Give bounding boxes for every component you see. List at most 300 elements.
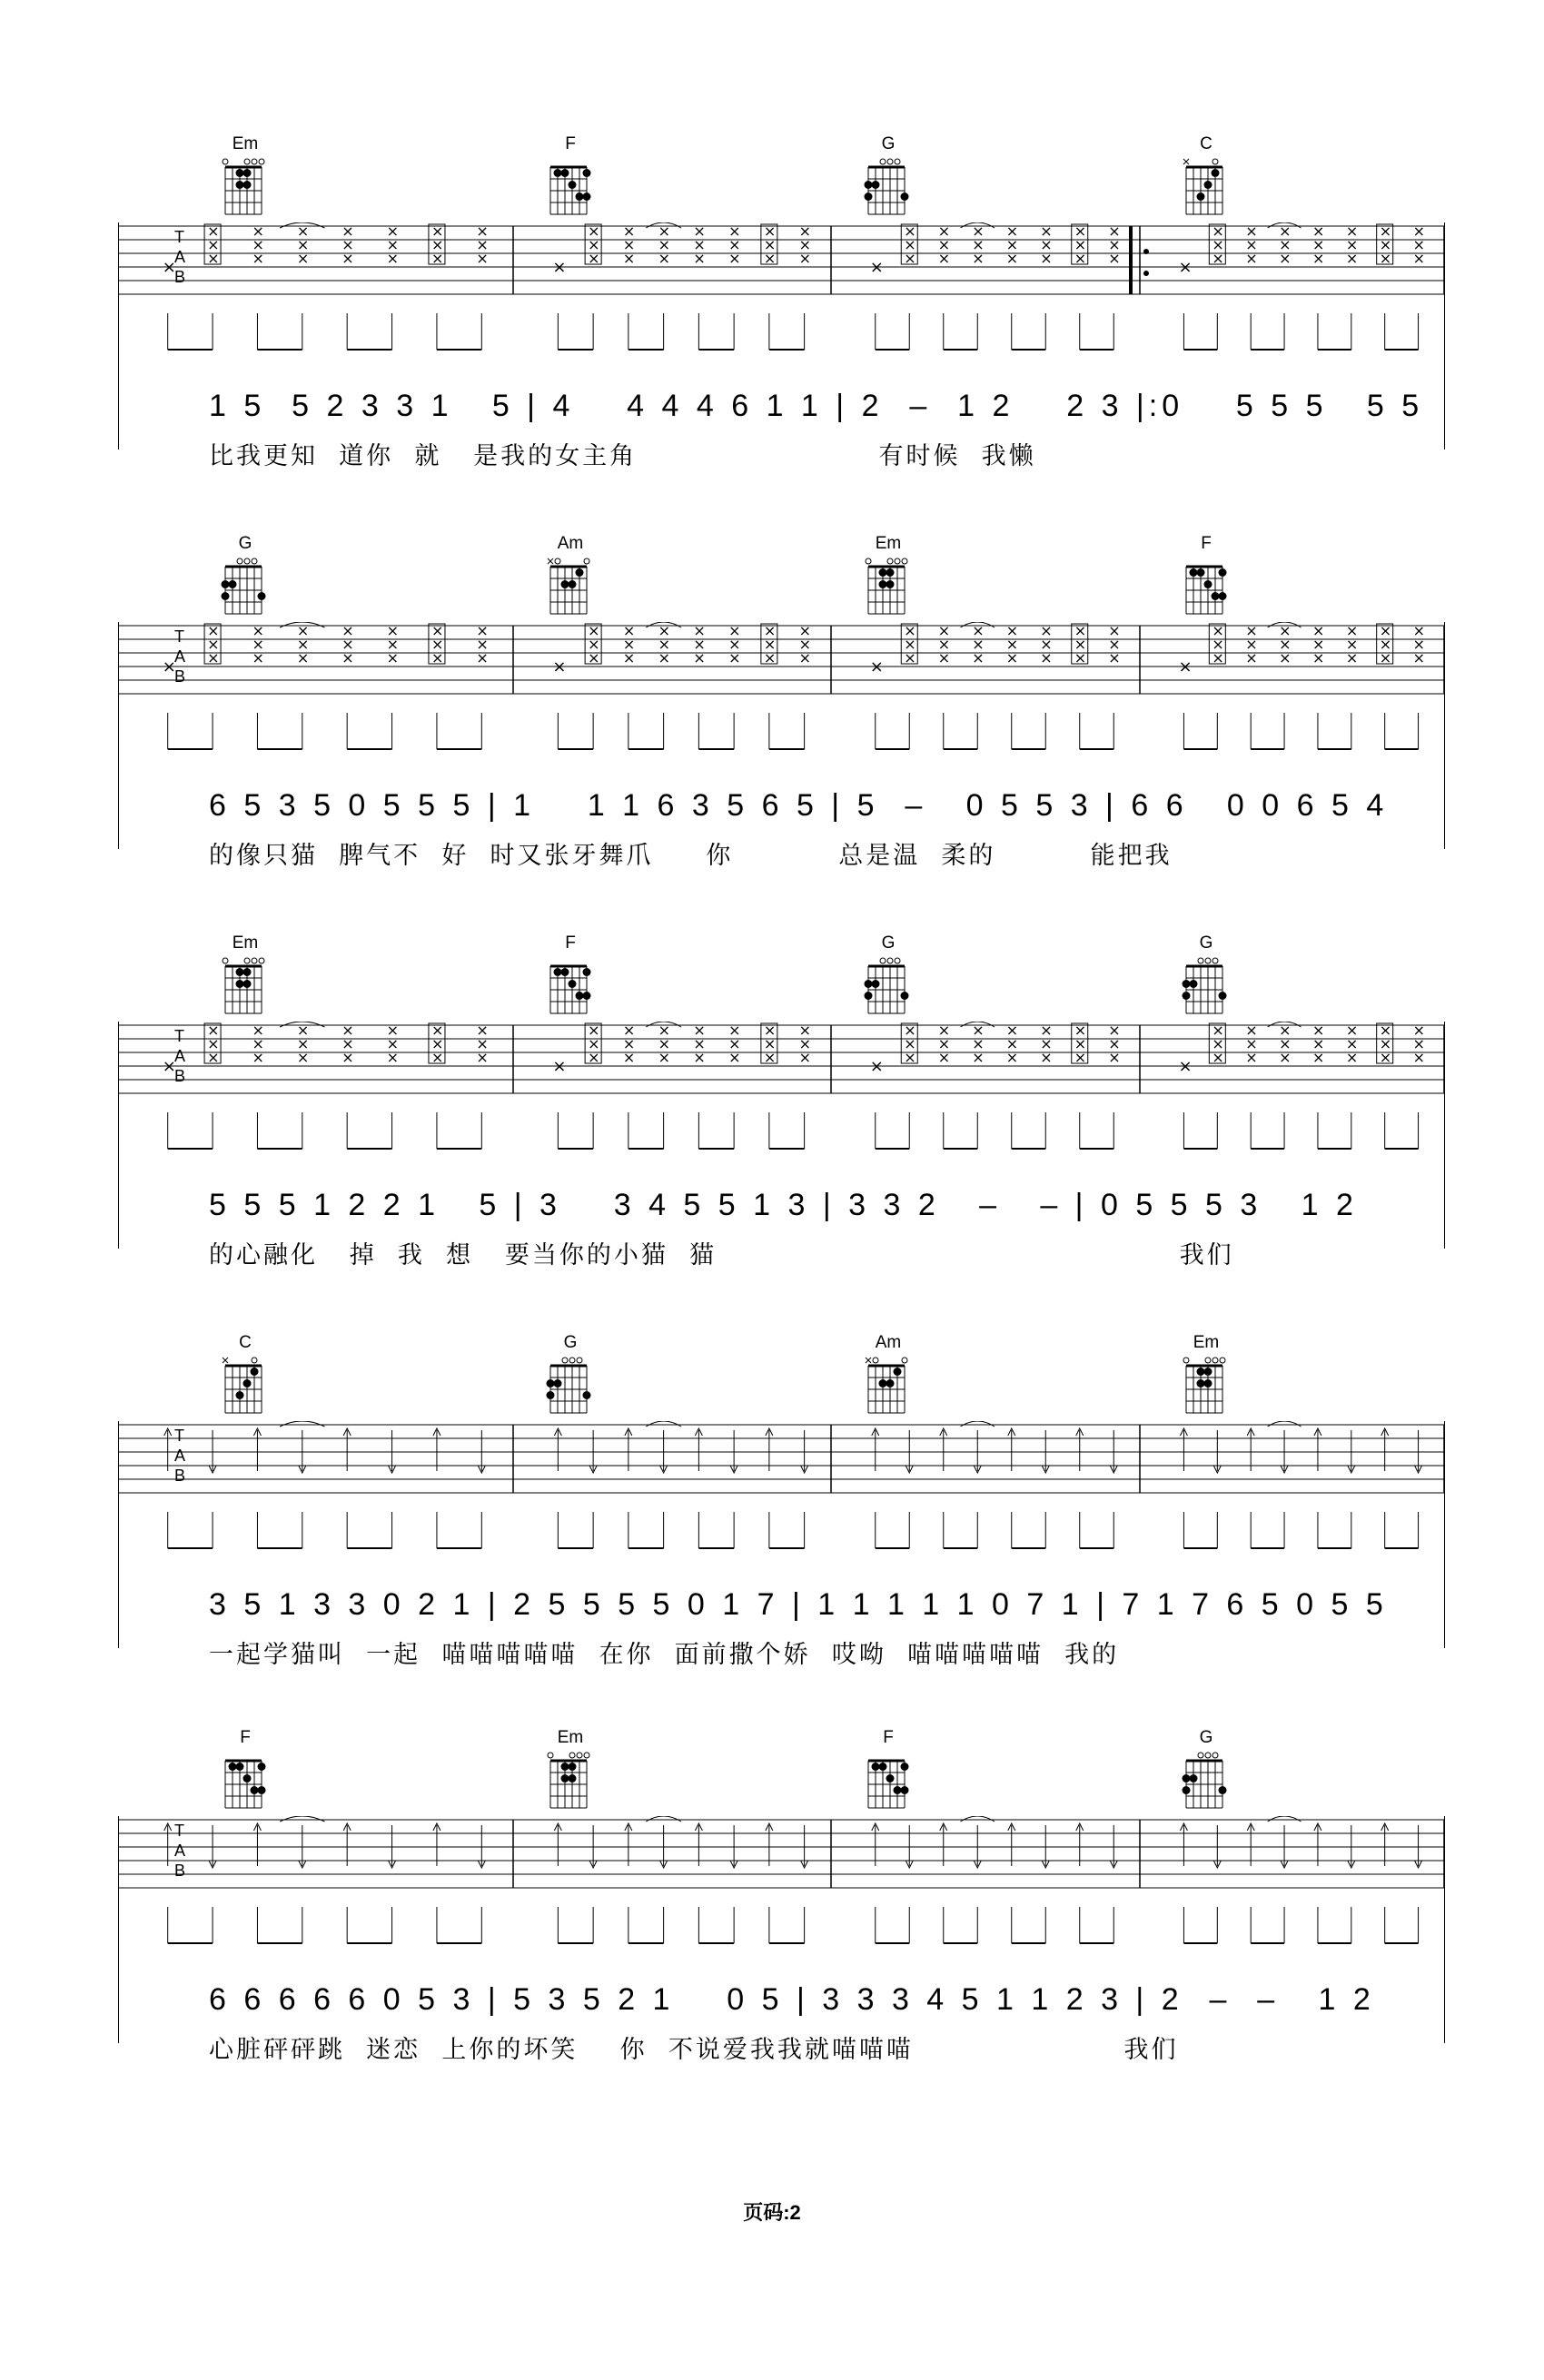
svg-text:×: × [904,636,916,653]
svg-text:×: × [386,649,399,667]
svg-text:×: × [1074,1022,1087,1039]
svg-text:×: × [341,649,354,667]
svg-text:×: × [693,636,706,653]
chord-grid [1179,955,1233,1019]
svg-text:×: × [476,1022,489,1039]
svg-text:×: × [431,636,444,653]
svg-text:×: × [386,636,399,653]
svg-text:×: × [1074,622,1087,639]
svg-text:×: × [658,636,671,653]
svg-text:×: × [798,636,812,653]
chord-grid [1179,1750,1233,1813]
svg-text:×: × [658,222,671,240]
svg-text:×: × [431,222,444,240]
chord-grid [1179,556,1233,619]
jianpu-line: 6 6 6 6 6 0 5 3 | 5 3 5 2 1 0 5 | 3 3 3 4 5 1 1 2 3 | 2 – – 1 2 [209,1982,1375,2017]
svg-text:×: × [1311,236,1325,253]
system-right-line [1444,222,1445,449]
svg-text:×: × [341,1049,354,1066]
svg-text:×: × [658,236,671,253]
svg-text:×: × [1279,236,1292,253]
svg-text:×: × [937,649,951,667]
svg-text:×: × [1311,222,1325,240]
svg-text:×: × [1379,622,1392,639]
svg-text:×: × [1074,236,1087,253]
svg-text:×: × [763,1035,777,1052]
svg-text:×: × [207,649,220,667]
svg-text:×: × [431,250,444,267]
svg-text:×: × [1245,622,1258,639]
system-left-line [118,222,119,449]
lyrics-line: 一起学猫叫 一起 喵喵喵喵喵 在你 面前撒个娇 哎呦 喵喵喵喵喵 我的 [209,1641,1120,1669]
svg-text:×: × [904,222,916,240]
svg-text:×: × [476,236,489,253]
svg-text:×: × [1311,649,1325,667]
svg-text:×: × [1379,649,1392,667]
svg-text:×: × [1212,1049,1224,1066]
svg-text:×: × [972,636,985,653]
svg-text:×: × [1005,250,1019,267]
svg-text:×: × [1212,636,1224,653]
svg-text:×: × [588,250,600,267]
music-system [118,1335,1444,1680]
svg-text:×: × [798,649,812,667]
svg-text:×: × [904,622,916,639]
svg-text:×: × [431,236,444,253]
tab-letter-a: A [174,1047,186,1065]
chord-grid [218,556,272,619]
svg-text:×: × [476,636,489,653]
svg-text:×: × [1279,1049,1292,1066]
svg-text:×: × [1345,1049,1359,1066]
chord-grid [861,1355,916,1418]
svg-text:×: × [937,1049,951,1066]
svg-text:×: × [341,222,354,240]
svg-text:×: × [252,649,264,667]
chord-name: C [1200,134,1212,153]
svg-text:×: × [476,222,489,240]
svg-text:×: × [1345,222,1359,240]
svg-text:×: × [386,222,399,240]
svg-text:×: × [1279,1022,1292,1039]
chord-grid [1179,1355,1233,1418]
svg-text:×: × [1212,222,1224,240]
svg-text:×: × [1005,649,1019,667]
chord-grid [543,955,598,1019]
svg-text:×: × [341,622,354,639]
svg-text:×: × [937,1022,951,1039]
chord-grid [1179,156,1233,220]
svg-text:×: × [798,222,812,240]
svg-text:×: × [1108,1049,1121,1066]
chord-grid [218,1355,272,1418]
system-right-line [1444,622,1445,849]
system-right-line [1444,1816,1445,2043]
svg-text:×: × [763,649,777,667]
svg-text:×: × [728,222,741,240]
svg-text:×: × [658,250,671,267]
svg-text:×: × [1074,649,1087,667]
svg-text:×: × [476,1049,489,1066]
svg-text:×: × [341,636,354,653]
svg-text:×: × [693,222,706,240]
tab-letter-a: A [174,647,186,666]
svg-text:×: × [1212,236,1224,253]
music-system [118,1730,1444,2075]
chord-name: F [565,933,576,953]
svg-text:×: × [1040,1022,1053,1039]
lyrics-line: 比我更知 道你 就 是我的女主角 有时候 我懒 [209,442,1036,470]
tab-letter-t: T [174,228,184,246]
svg-text:×: × [341,1022,354,1039]
svg-text:×: × [207,222,220,240]
svg-text:×: × [1345,622,1359,639]
svg-text:×: × [1279,636,1292,653]
svg-text:×: × [763,250,777,267]
svg-text:×: × [552,1057,567,1076]
svg-text:×: × [763,222,777,240]
chord-name: G [238,534,252,553]
svg-text:×: × [622,250,636,267]
chord-name: Am [557,534,584,553]
svg-text:×: × [622,649,636,667]
svg-text:×: × [1040,636,1053,653]
svg-text:×: × [658,1035,671,1052]
svg-text:×: × [207,1035,220,1052]
svg-text:×: × [798,250,812,267]
chord-name: G [1199,1728,1213,1747]
svg-text:×: × [162,258,176,277]
svg-text:×: × [798,1035,812,1052]
tab-letter-a: A [174,1447,186,1465]
svg-text:×: × [1345,250,1359,267]
svg-text:×: × [1345,649,1359,667]
svg-text:×: × [728,649,741,667]
svg-text:×: × [658,622,671,639]
svg-text:×: × [972,236,985,253]
svg-text:×: × [763,1022,777,1039]
svg-text:×: × [622,222,636,240]
music-system [118,136,1444,481]
svg-text:×: × [1412,636,1425,653]
tab-staff [118,1816,1444,1961]
svg-text:×: × [1074,1035,1087,1052]
svg-text:×: × [476,250,489,267]
tab-letter-b: B [174,1067,186,1085]
chord-name: G [563,1333,578,1352]
svg-text:×: × [937,622,951,639]
svg-text:×: × [937,636,951,653]
svg-text:×: × [728,1049,741,1066]
svg-text:×: × [431,622,444,639]
svg-text:×: × [588,622,600,639]
svg-text:×: × [162,657,176,676]
svg-text:×: × [972,622,985,639]
svg-text:×: × [1279,250,1292,267]
svg-text:×: × [1245,649,1258,667]
svg-text:×: × [1212,649,1224,667]
svg-text:×: × [1108,236,1121,253]
chord-name: F [240,1728,251,1747]
svg-text:×: × [1074,636,1087,653]
svg-text:×: × [728,1035,741,1052]
svg-text:×: × [728,250,741,267]
svg-text:×: × [386,1022,399,1039]
svg-text:×: × [1212,1035,1224,1052]
jianpu-line: 6 5 3 5 0 5 5 5 | 1 1 1 6 3 5 6 5 | 5 – 0 5 5 3 | 6 6 0 0 6 5 4 [209,788,1389,823]
svg-text:×: × [622,1049,636,1066]
svg-text:×: × [1178,258,1193,277]
chord-grid [543,556,598,619]
svg-text:×: × [386,236,399,253]
tab-letter-b: B [174,1467,186,1485]
svg-text:×: × [476,622,489,639]
tab-staff [118,1421,1444,1566]
svg-text:×: × [622,622,636,639]
svg-text:×: × [1412,236,1425,253]
svg-text:×: × [588,1035,600,1052]
chord-name: F [1201,534,1212,553]
lyrics-line: 心脏砰砰跳 迷恋 上你的坏笑 你 不说爱我我就喵喵喵 我们 [209,2036,1179,2064]
chord-grid [861,556,916,619]
svg-text:×: × [296,236,310,253]
svg-text:×: × [693,622,706,639]
svg-text:×: × [207,236,220,253]
chord-grid [218,955,272,1019]
svg-text:×: × [763,1049,777,1066]
svg-text:×: × [1178,1057,1193,1076]
svg-text:×: × [162,1057,176,1076]
svg-text:×: × [296,222,310,240]
svg-text:×: × [904,1049,916,1066]
svg-text:×: × [1412,1022,1425,1039]
tab-letter-t: T [174,627,184,646]
svg-text:×: × [1379,222,1392,240]
svg-text:×: × [622,1022,636,1039]
svg-text:×: × [1074,250,1087,267]
svg-text:×: × [1279,1035,1292,1052]
system-left-line [118,1816,119,2043]
svg-text:×: × [207,636,220,653]
svg-text:×: × [1379,236,1392,253]
svg-text:×: × [1212,622,1224,639]
svg-text:×: × [763,622,777,639]
svg-text:×: × [431,649,444,667]
svg-text:×: × [1245,1035,1258,1052]
svg-text:×: × [1245,236,1258,253]
jianpu-line: 5 5 5 1 2 2 1 5 | 3 3 4 5 5 1 3 | 3 3 2 – – | 0 5 5 5 3 1 2 [209,1188,1358,1222]
chord-name: Em [557,1728,584,1747]
chord-name: G [1199,933,1213,953]
svg-text:×: × [1412,250,1425,267]
svg-text:×: × [904,236,916,253]
svg-text:×: × [1345,236,1359,253]
svg-text:×: × [937,222,951,240]
svg-text:×: × [252,622,264,639]
svg-text:×: × [207,1049,220,1066]
svg-text:×: × [1040,649,1053,667]
svg-text:×: × [728,1022,741,1039]
music-system [118,536,1444,881]
svg-text:×: × [972,649,985,667]
svg-text:×: × [252,636,264,653]
chord-name: C [239,1333,252,1352]
svg-text:×: × [1040,236,1053,253]
svg-text:×: × [341,250,354,267]
svg-text:×: × [693,236,706,253]
svg-text:×: × [622,236,636,253]
svg-text:×: × [1311,636,1325,653]
music-system [118,935,1444,1280]
svg-text:×: × [207,250,220,267]
svg-text:×: × [1379,1035,1392,1052]
chord-grid [861,955,916,1019]
svg-text:×: × [693,1022,706,1039]
svg-text:×: × [658,649,671,667]
jianpu-line: 1 5 5 2 3 3 1 5 | 4 4 4 4 6 1 1 | 2 – 1 2 2 3 |:0 5 5 5 5 5 [209,389,1424,423]
svg-text:×: × [207,1022,220,1039]
svg-text:×: × [1074,1049,1087,1066]
tab-staff [118,222,1444,368]
svg-text:×: × [869,1057,884,1076]
tab-letter-t: T [174,1027,184,1045]
tab-letter-b: B [174,268,186,286]
svg-text:×: × [937,236,951,253]
chord-grid [543,1750,598,1813]
svg-text:×: × [1345,1022,1359,1039]
svg-text:×: × [1108,649,1121,667]
svg-text:×: × [693,1035,706,1052]
svg-text:×: × [937,250,951,267]
svg-text:×: × [431,1049,444,1066]
svg-text:×: × [972,1035,985,1052]
svg-text:×: × [1412,649,1425,667]
svg-text:×: × [252,1049,264,1066]
svg-text:×: × [1245,1022,1258,1039]
tab-letter-t: T [174,1822,184,1840]
svg-text:×: × [1005,1035,1019,1052]
svg-text:×: × [798,236,812,253]
svg-text:×: × [622,636,636,653]
svg-text:×: × [1040,1035,1053,1052]
svg-text:×: × [1245,250,1258,267]
svg-text:×: × [1279,622,1292,639]
svg-text:×: × [341,236,354,253]
svg-text:×: × [588,649,600,667]
svg-text:×: × [296,250,310,267]
svg-text:×: × [588,1022,600,1039]
svg-text:×: × [386,1049,399,1066]
svg-text:×: × [1245,222,1258,240]
svg-text:×: × [904,649,916,667]
svg-text:×: × [904,250,916,267]
svg-text:×: × [252,222,264,240]
svg-text:×: × [1279,222,1292,240]
chord-name: F [883,1728,894,1747]
svg-text:×: × [972,222,985,240]
svg-text:×: × [296,1049,310,1066]
svg-text:×: × [658,1022,671,1039]
svg-text:×: × [1108,250,1121,267]
svg-text:×: × [386,250,399,267]
chord-name: F [565,134,576,153]
svg-text:×: × [972,1049,985,1066]
system-right-line [1444,1022,1445,1249]
svg-text:×: × [252,236,264,253]
lyrics-line: 的像只猫 脾气不 好 时又张牙舞爪 你 总是温 柔的 能把我 [209,842,1173,870]
svg-text:×: × [798,622,812,639]
svg-text:×: × [1108,1022,1121,1039]
svg-text:×: × [476,1035,489,1052]
svg-text:×: × [728,636,741,653]
svg-text:×: × [869,657,884,676]
svg-text:×: × [658,1049,671,1066]
svg-text:×: × [1311,622,1325,639]
system-right-line [1444,1421,1445,1648]
svg-text:×: × [1212,1022,1224,1039]
svg-text:×: × [693,649,706,667]
svg-text:×: × [296,1035,310,1052]
svg-text:×: × [1005,222,1019,240]
svg-text:×: × [386,1035,399,1052]
svg-text:×: × [252,1035,264,1052]
svg-text:×: × [1108,636,1121,653]
svg-text:×: × [207,622,220,639]
svg-text:×: × [1040,222,1053,240]
system-left-line [118,1022,119,1249]
svg-text:×: × [1005,622,1019,639]
lyrics-line: 的心融化 掉 我 想 要当你的小猫 猫 我们 [209,1241,1234,1269]
svg-text:×: × [1412,622,1425,639]
svg-text:×: × [296,622,310,639]
svg-text:×: × [1345,636,1359,653]
system-left-line [118,622,119,849]
tab-letter-t: T [174,1427,184,1445]
svg-text:×: × [1311,250,1325,267]
svg-text:×: × [1108,622,1121,639]
svg-text:×: × [1412,222,1425,240]
svg-text:×: × [1074,222,1087,240]
svg-text:×: × [296,636,310,653]
chord-grid [861,1750,916,1813]
svg-text:×: × [1108,1035,1121,1052]
svg-text:×: × [296,649,310,667]
chord-grid [543,156,598,220]
tab-letter-b: B [174,667,186,686]
svg-text:×: × [1212,250,1224,267]
chord-grid [861,156,916,220]
svg-text:×: × [1245,636,1258,653]
chord-name: Em [1193,1333,1220,1352]
svg-text:×: × [296,1022,310,1039]
svg-text:×: × [476,649,489,667]
svg-text:×: × [972,1022,985,1039]
svg-text:×: × [341,1035,354,1052]
svg-text:×: × [1412,1049,1425,1066]
svg-text:×: × [904,1022,916,1039]
svg-text:×: × [798,1049,812,1066]
svg-text:×: × [728,622,741,639]
svg-text:×: × [798,1022,812,1039]
svg-text:×: × [431,1022,444,1039]
jianpu-line: 3 5 1 3 3 0 2 1 | 2 5 5 5 5 0 1 7 | 1 1 1 1 1 0 7 1 | 7 1 7 6 5 0 5 5 [209,1587,1388,1622]
svg-text:×: × [1311,1049,1325,1066]
svg-text:×: × [1311,1035,1325,1052]
svg-text:×: × [588,236,600,253]
chord-name: G [881,933,896,953]
tab-letter-a: A [174,1842,186,1860]
svg-text:×: × [1311,1022,1325,1039]
